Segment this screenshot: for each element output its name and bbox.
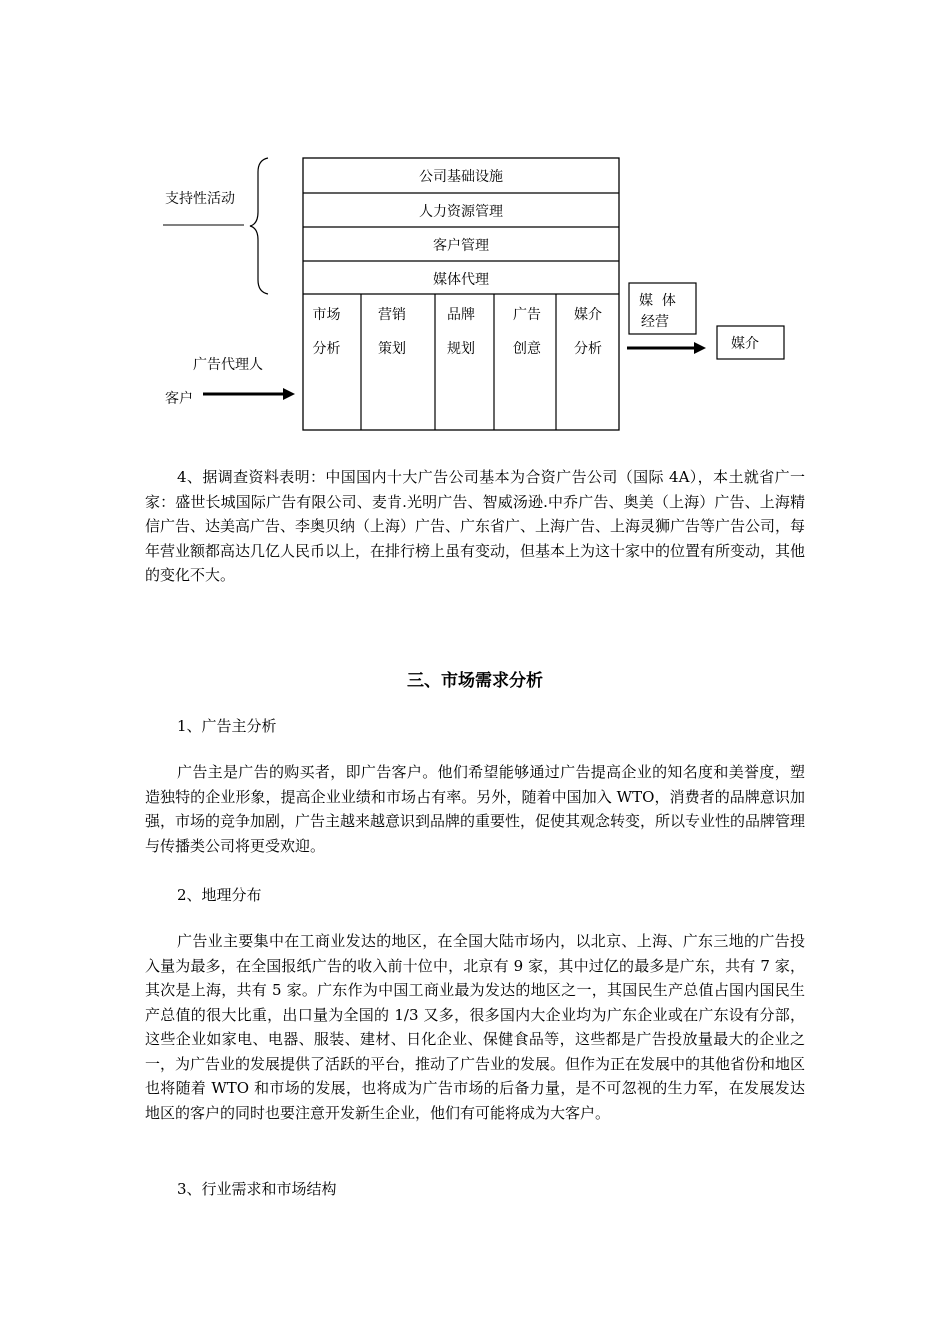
media-ops-line1: 媒 体 bbox=[639, 293, 676, 309]
media-label: 媒介 bbox=[731, 336, 759, 352]
arrow-right-icon bbox=[694, 342, 706, 354]
col-market-line2: 分析 bbox=[312, 341, 341, 357]
paragraph-4: 4、据调查资料表明：中国国内十大广告公司基本为合资广告公司（国际 4A），本土就省广一家：盛世长城国际广告有限公司、麦肯.光明广告、智威汤逊.中乔广告、奥美（上海）广告、上海精信广告、达美高广告、李奥贝纳（上海）广告、广东省广、上海广告、上海灵狮广告等广告公司，每年营业额都高达几亿人民币以上，在排行榜上虽有变动，但基本上为这十家中的位置有所变动，其他的变化不大。 bbox=[145, 468, 806, 584]
agent-label: 广告代理人 bbox=[193, 357, 263, 373]
col-media-line2: 分析 bbox=[574, 341, 602, 357]
arrow-right-icon bbox=[283, 388, 295, 400]
subheading-1: 1、广告主分析 bbox=[177, 717, 277, 735]
col-marketing-line1: 营销 bbox=[378, 307, 406, 323]
col-creative-line1: 广告 bbox=[513, 307, 541, 323]
row-infrastructure: 公司基础设施 bbox=[419, 169, 503, 185]
media-ops-line2: 经营 bbox=[641, 314, 669, 330]
col-marketing-line2: 策划 bbox=[378, 341, 406, 357]
col-brand-line2: 规划 bbox=[447, 341, 475, 357]
row-hr: 人力资源管理 bbox=[419, 204, 503, 220]
col-market-line1: 市场 bbox=[312, 307, 341, 323]
col-media-line1: 媒介 bbox=[574, 307, 602, 323]
curly-brace-icon bbox=[250, 158, 268, 294]
col-creative-line2: 创意 bbox=[513, 341, 541, 357]
section-title: 三、市场需求分析 bbox=[407, 671, 543, 691]
subheading-3: 3、行业需求和市场结构 bbox=[177, 1180, 337, 1198]
row-client-mgmt: 客户管理 bbox=[433, 238, 489, 254]
paragraph-sub1: 广告主是广告的购买者，即广告客户。他们希望能够通过广告提高企业的知名度和美誉度，塑造独特的企业形象，提高企业业绩和市场占有率。另外，随着中国加入 WTO，消费者的品牌意识加强，市场的竞争加剧，广告主越来越意识到品牌的重要性，促使其观念转变，所以专业性的品牌管理与传播类公司将更受欢迎。 bbox=[145, 763, 806, 855]
support-activities-label: 支持性活动 bbox=[165, 191, 235, 207]
col-brand-line1: 品牌 bbox=[447, 307, 475, 323]
client-label: 客户 bbox=[165, 391, 193, 407]
row-media-agency: 媒体代理 bbox=[433, 272, 489, 288]
paragraph-sub2: 广告业主要集中在工商业发达的地区，在全国大陆市场内，以北京、上海、广东三地的广告投入量为最多，在全国报纸广告的收入前十位中，北京有 9 家，其中过亿的最多是广东，共有 7 家，其次是上海，共有 5 家。广东作为中国工商业最为发达的地区之一，其国民生产总值占国内国民生产总值的很大比重，出口量为全国的 1/3 又多，很多国内大企业均为广东企业或在广东设有分部，这些企业如家电、电器、服装、建材、日化企业、保健食品等，这些都是广告投放量最大的企业之一，为广告业的发展提供了活跃的平台，推动了广告业的发展。但作为正在发展中的其他省份和地区也将随着 WTO 和市场的发展，也将成为广告市场的后备力量，是不可忽视的生力军，在发展发达地区的客户的同时也要注意开发新生企业，他们有可能将成为大客户。 bbox=[145, 932, 806, 1122]
subheading-2: 2、地理分布 bbox=[177, 886, 262, 904]
